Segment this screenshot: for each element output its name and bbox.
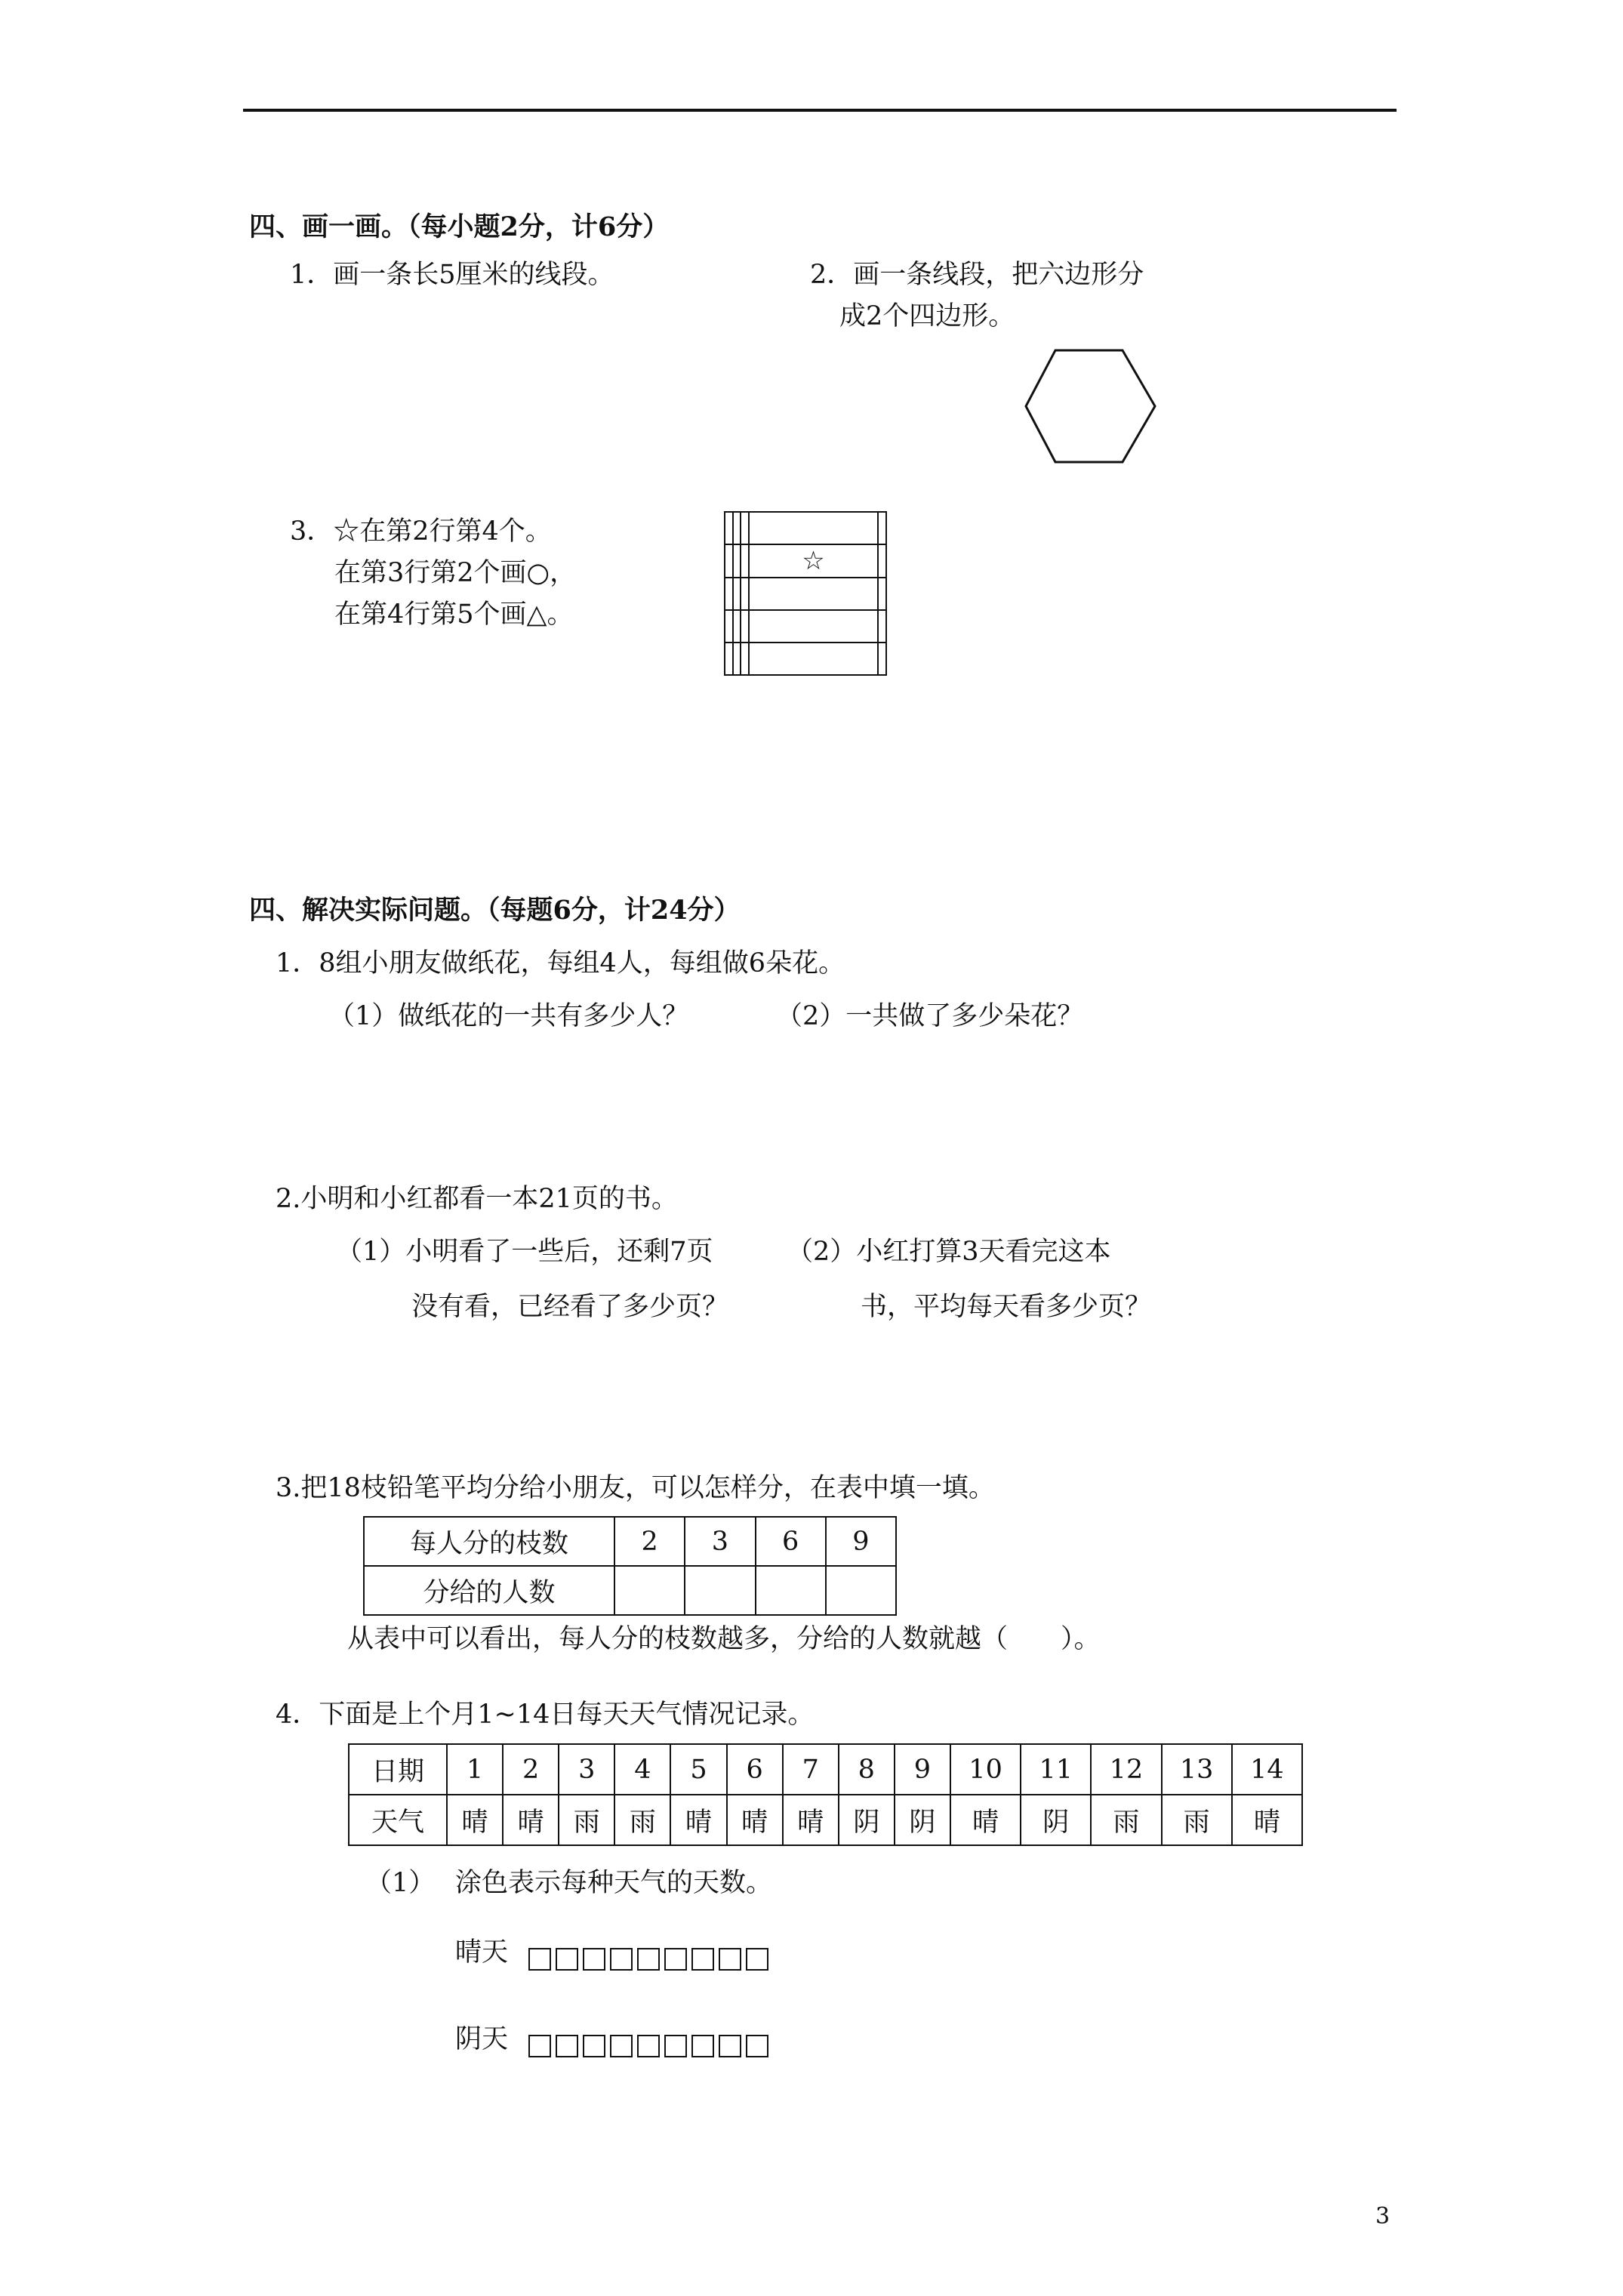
- weather-table-weather: 晴: [727, 1795, 783, 1845]
- weather-table-date: 13: [1162, 1744, 1232, 1795]
- weather-table-weather: 雨: [559, 1795, 614, 1845]
- grid-cell[interactable]: [725, 544, 733, 578]
- grid-cell[interactable]: [749, 610, 879, 643]
- color-box[interactable]: [583, 2035, 605, 2057]
- section-solve-heading: 四、解决实际问题。（每题6分，计24分）: [249, 895, 741, 926]
- weather-table-date: 2: [503, 1744, 559, 1795]
- problem-2: 2.小明和小红都看一本21页的书。: [276, 1184, 678, 1214]
- pencil-table-value: 6: [756, 1517, 826, 1566]
- weather-table-weather: 雨: [614, 1795, 670, 1845]
- grid-cell[interactable]: [733, 643, 741, 675]
- problem-4-q1-number: （1）: [365, 1868, 436, 1898]
- pencil-table-answer-cell[interactable]: [826, 1566, 896, 1615]
- color-box[interactable]: [664, 1948, 687, 1971]
- color-box[interactable]: [746, 2035, 768, 2057]
- pencil-table-answer-cell[interactable]: [614, 1566, 685, 1615]
- cloudy-label: 阴天: [455, 2024, 509, 2054]
- color-box[interactable]: [746, 1948, 768, 1971]
- grid-cell[interactable]: [741, 544, 749, 578]
- pencil-table-value: 3: [685, 1517, 755, 1566]
- grid-cell[interactable]: [749, 643, 879, 675]
- color-box[interactable]: [637, 2035, 660, 2057]
- sunny-color-boxes: [528, 1948, 768, 1971]
- pencil-table-answer-cell[interactable]: [685, 1566, 755, 1615]
- grid-cell[interactable]: [749, 578, 879, 610]
- problem-2-part-a-line1: （1）小明看了一些后，还剩7页: [336, 1237, 713, 1267]
- color-box[interactable]: [556, 2035, 578, 2057]
- grid-cell[interactable]: [725, 610, 733, 643]
- grid-cell[interactable]: [878, 643, 886, 675]
- grid-cell[interactable]: [878, 544, 886, 578]
- weather-table-date: 6: [727, 1744, 783, 1795]
- color-box[interactable]: [528, 2035, 551, 2057]
- grid-cell[interactable]: [741, 610, 749, 643]
- color-box[interactable]: [637, 1948, 660, 1971]
- weather-table-date: 3: [559, 1744, 614, 1795]
- problem-1-part-b: （2）一共做了多少朵花？: [776, 1001, 1084, 1031]
- grid-cell[interactable]: [725, 512, 733, 544]
- star-icon: ☆: [802, 546, 825, 576]
- weather-table-weather: 阴: [1021, 1795, 1091, 1845]
- weather-table-date: 12: [1091, 1744, 1161, 1795]
- grid-cell[interactable]: [741, 643, 749, 675]
- grid-cell[interactable]: [733, 512, 741, 544]
- grid-cell[interactable]: [725, 643, 733, 675]
- weather-table-date: 1: [447, 1744, 503, 1795]
- problem-2-part-b-line1: （2）小红打算3天看完这本: [787, 1237, 1111, 1267]
- pencil-table-answer-cell[interactable]: [756, 1566, 826, 1615]
- color-box[interactable]: [583, 1948, 605, 1971]
- problem-4-q1-text: 涂色表示每种天气的天数。: [455, 1868, 773, 1898]
- page-number: 3: [1375, 2203, 1390, 2230]
- weather-table-date: 14: [1232, 1744, 1302, 1795]
- header-rule: [243, 109, 1397, 112]
- color-box[interactable]: [610, 2035, 633, 2057]
- problem-3: 3.把18枝铅笔平均分给小朋友，可以怎样分，在表中填一填。: [276, 1473, 995, 1503]
- problem-2-part-a-line2: 没有看，已经看了多少页？: [411, 1292, 729, 1322]
- weather-table-date-label: 日期: [349, 1744, 447, 1795]
- grid-cell[interactable]: [878, 610, 886, 643]
- weather-table-date: 7: [783, 1744, 839, 1795]
- weather-table-weather: 阴: [895, 1795, 950, 1845]
- cloudy-color-boxes: [528, 2035, 768, 2057]
- grid-cell[interactable]: [725, 578, 733, 610]
- grid-cell[interactable]: [733, 544, 741, 578]
- weather-table-date: 4: [614, 1744, 670, 1795]
- grid-cell[interactable]: [878, 512, 886, 544]
- color-box[interactable]: [556, 1948, 578, 1971]
- draw-question-3-line3: 在第4行第5个画△。: [334, 599, 574, 630]
- weather-table-date: 8: [839, 1744, 895, 1795]
- pencil-table-row1-label: 每人分的枝数: [364, 1517, 614, 1566]
- weather-table-weather: 晴: [447, 1795, 503, 1845]
- weather-table-date: 5: [670, 1744, 726, 1795]
- weather-table-weather: 晴: [1232, 1795, 1302, 1845]
- grid-cell[interactable]: [878, 578, 886, 610]
- draw-question-2-line2: 成2个四边形。: [839, 301, 1015, 331]
- color-box[interactable]: [691, 2035, 714, 2057]
- weather-table-weather: 阴: [839, 1795, 895, 1845]
- grid-cell[interactable]: [733, 578, 741, 610]
- weather-table-date: 9: [895, 1744, 950, 1795]
- problem-3-conclusion: 从表中可以看出，每人分的枝数越多，分给的人数就越（ ）。: [347, 1624, 1101, 1654]
- weather-table-weather: 晴: [783, 1795, 839, 1845]
- problem-4: 4．下面是上个月1~14日每天天气情况记录。: [276, 1700, 815, 1730]
- grid-cell[interactable]: [749, 512, 879, 544]
- problem-1-part-a: （1）做纸花的一共有多少人？: [328, 1001, 689, 1031]
- position-grid: [724, 511, 887, 676]
- pencil-table-value: 2: [614, 1517, 685, 1566]
- pencil-table-row2-label: 分给的人数: [364, 1566, 614, 1615]
- weather-table: [348, 1743, 1303, 1846]
- color-box[interactable]: [664, 2035, 687, 2057]
- grid-cell[interactable]: [741, 578, 749, 610]
- weather-table-weather: 晴: [670, 1795, 726, 1845]
- draw-question-2-line1: 2．画一条线段，把六边形分: [810, 260, 1144, 290]
- color-box[interactable]: [719, 1948, 741, 1971]
- draw-question-3-line2: 在第3行第2个画○，: [334, 558, 577, 588]
- weather-table-weather-label: 天气: [349, 1795, 447, 1845]
- weather-table-date: 10: [950, 1744, 1021, 1795]
- grid-cell[interactable]: [741, 512, 749, 544]
- color-box[interactable]: [610, 1948, 633, 1971]
- weather-table-weather: 雨: [1162, 1795, 1232, 1845]
- weather-table-weather: 晴: [950, 1795, 1021, 1845]
- pencil-table-value: 9: [826, 1517, 896, 1566]
- problem-2-part-b-line2: 书，平均每天看多少页？: [861, 1292, 1152, 1322]
- pencil-table: [363, 1516, 897, 1616]
- hexagon-figure: [1023, 347, 1159, 468]
- weather-table-date: 11: [1021, 1744, 1091, 1795]
- draw-question-3-line1: 3．☆在第2行第4个。: [290, 516, 552, 547]
- section-draw-heading: 四、画一画。（每小题2分，计6分）: [249, 211, 670, 242]
- grid-cell-star: [749, 544, 879, 578]
- color-box[interactable]: [691, 1948, 714, 1971]
- weather-table-weather: 晴: [503, 1795, 559, 1845]
- sunny-label: 晴天: [455, 1937, 509, 1968]
- grid-cell[interactable]: [733, 610, 741, 643]
- weather-table-weather: 雨: [1091, 1795, 1161, 1845]
- draw-question-1: 1．画一条长5厘米的线段。: [290, 260, 614, 290]
- color-box[interactable]: [719, 2035, 741, 2057]
- problem-1: 1．8组小朋友做纸花，每组4人，每组做6朵花。: [276, 948, 845, 978]
- color-box[interactable]: [528, 1948, 551, 1971]
